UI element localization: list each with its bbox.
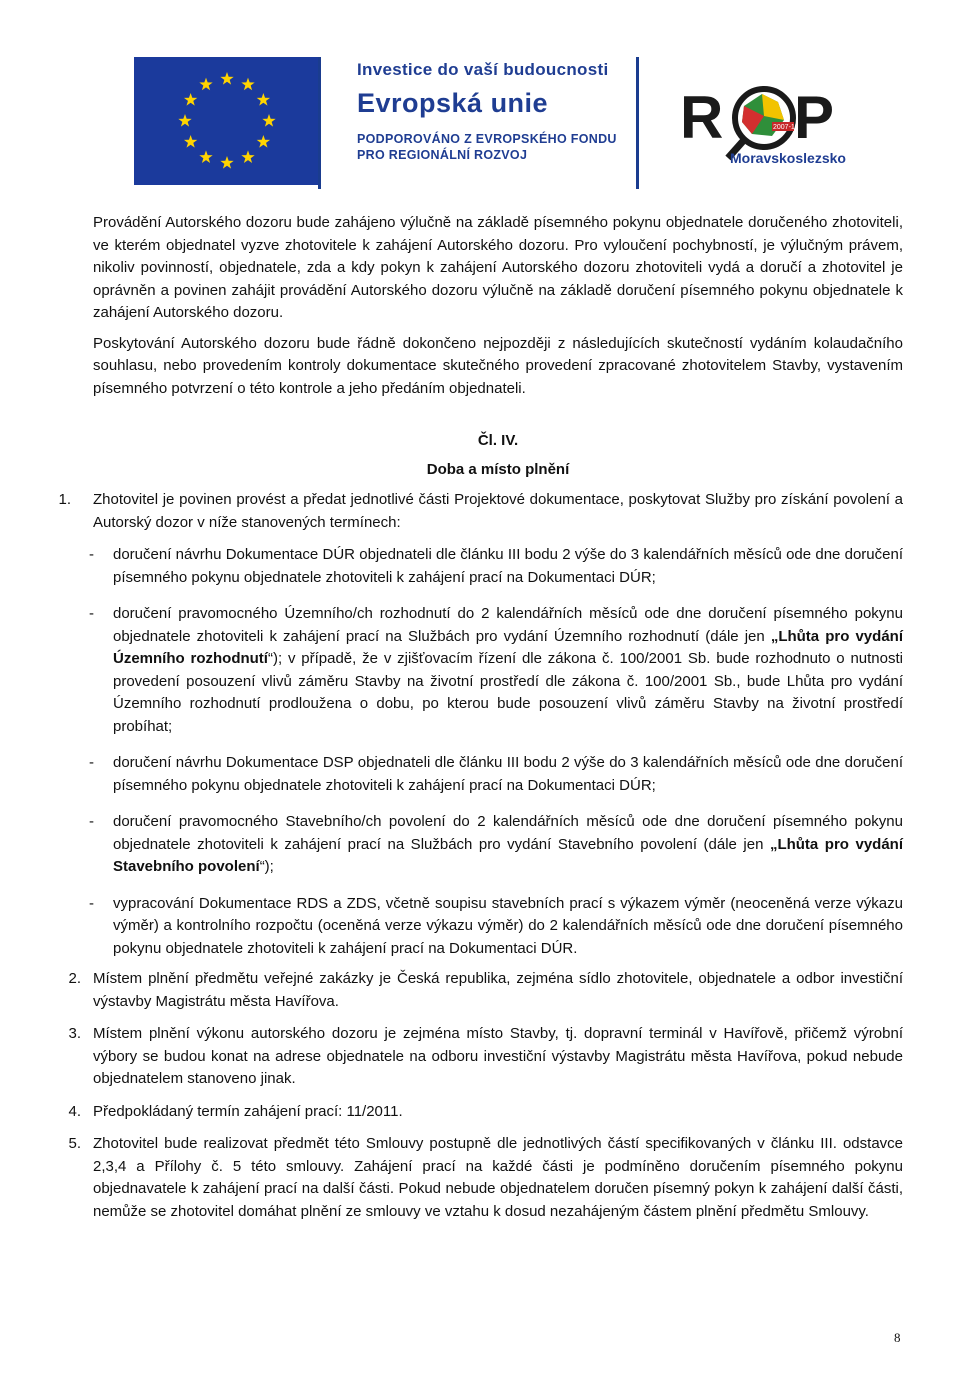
header-divider — [318, 57, 321, 189]
defined-term: „Lhůta pro vydání Stavebního povolení — [113, 835, 904, 875]
deadline-text: vypracování Dokumentace RDS a ZDS, včetně soupisu stavebních prací s výkazem výměr (neoceněná verze výkazu výměr) a kontrolního rozpočtu (oceněná verze výkazu výměr) do 2 kalendářních měsíců ode dne doručení písemného pokynu objednatele zhotoviteli k zahájení prací na Dokumentaci DÚR. — [113, 894, 903, 957]
list-number: 1. — [58, 491, 71, 508]
list-item — [58, 489, 904, 960]
paragraph-dozor-end: Poskytování Autorského dozoru bude řádně dokončeno nejpozději z následujících skutečností vydáním kolaudačního souhlasu, nebo provedením kontroly dokumentace skutečného provedení zpracované zhotovitelem Stavby, vystavením písemného potvrzení o této kontrole a jeho předáním objednateli. — [93, 334, 903, 397]
deadline-text-part: “); — [259, 858, 274, 875]
list-item — [68, 968, 903, 1013]
deadline-item — [89, 893, 903, 961]
deadline-text: doručení návrhu Dokumentace DÚR objednateli dle článku III bodu 2 výše do 3 kalendářních měsíců ode dne doručení písemného pokynu objednatele zhotoviteli k zahájení prací na Dokumentaci DÚR; — [113, 546, 903, 586]
rop-year: 2007-13 — [773, 124, 799, 131]
dash-bullet: - — [89, 754, 94, 771]
article-title: Doba a místo plnění — [426, 460, 570, 478]
list-number: 3. — [68, 1025, 81, 1042]
list-number: 2. — [68, 970, 81, 987]
list-item-text: Zhotovitel bude realizovat předmět této Smlouvy postupně dle jednotlivých částí specifikovaných v článku III. odstavce 2,3,4 a Přílohy č. 5 této smlouvy. Zahájení prací na každé části je podmíněno doručením písemného pokynu objednavatele k zahájení prací na další části. Pokud nebude objednatelem doručen písemný pokyn k zahájení další části, nemůže se zhotovitel domáhat plnění ze smlouvy ve vztahu k dosud nezahájeným částem plnění předmětu Smlouvy. — [93, 1135, 903, 1220]
deadline-text-part: doručení pravomocného Stavebního/ch povolení do 2 kalendářních měsíců ode dne doručení písemného pokynu objednatele zhotoviteli k zahájení prací na Službách pro vydání Stavebního povolení (dále jen — [113, 813, 903, 853]
eu-title: Evropská unie — [357, 88, 549, 118]
rop-logo — [676, 76, 846, 186]
list-item-text: Předpokládaný termín zahájení prací: 11/2011. — [93, 1102, 403, 1120]
page-header — [0, 0, 960, 200]
list-item — [68, 1023, 903, 1091]
list-item-text: Místem plnění předmětu veřejné zakázky je Česká republika, zejména sídlo zhotovitele, objednatele a odbor investiční výstavby Magistrátu města Havířova. — [93, 970, 903, 1010]
article-number: Čl. IV. — [477, 432, 519, 449]
deadline-item — [89, 811, 904, 879]
numbered-list — [58, 489, 904, 1223]
page-number: 8 — [894, 1330, 901, 1345]
dash-bullet: - — [89, 546, 94, 563]
eu-fund-line1: PODPOROVÁNO Z EVROPSKÉHO FONDU — [357, 132, 617, 146]
svg-text:P: P — [794, 84, 835, 151]
deadline-item — [89, 544, 903, 589]
dash-bullet: - — [89, 894, 94, 912]
eu-flag-logo — [134, 57, 321, 185]
svg-text:R: R — [680, 84, 724, 151]
deadline-item — [89, 752, 903, 797]
list-number: 4. — [68, 1102, 81, 1120]
list-item-text: Zhotovitel je povinen provést a předat jednotlivé části Projektové dokumentace, poskytovat Služby pro získání povolení a Autorský dozor v níže stanovených termínech: — [93, 491, 903, 531]
eu-fund-text — [357, 131, 617, 163]
deadline-list — [89, 544, 904, 960]
paragraph-dozor-start: Provádění Autorského dozoru bude zahájeno výlučně na základě písemného pokynu objednatele doručeného zhotoviteli, ve kterém objednatel vyzve zhotovitele k zahájení Autorského dozoru. Pro vyloučení pochybností, je výlučným právem, nikoliv povinností, objednatele, zda a kdy pokyn k zahájení Autorského dozoru zhotoviteli vydá a doručí a zhotovitel je oprávněn a povinen zahájit provádění Autorského dozoru výlučně na základě doručení písemného pokynu objednatele k zahájení Autorského dozoru. — [93, 214, 903, 321]
deadline-item — [89, 603, 903, 738]
deadline-text-part: doručení pravomocného Územního/ch rozhodnutí do 2 kalendářních měsíců ode dne doručení písemného pokynu objednatele zhotoviteli k zahájení prací na Službách pro vydání Územního rozhodnutí (dále jen — [113, 605, 903, 645]
document-body — [58, 212, 904, 1223]
eu-text-block — [357, 60, 617, 163]
deadline-text — [113, 811, 903, 879]
deadline-text-part: “); v případě, že v zjišťovacím řízení dle zákona č. 100/2001 Sb. bude rozhodnuto o nutnosti provedení posouzení vlivů záměru Stavby na životní prostředí dle zákona č. 100/2001 Sb., bude Lhůta pro vydání Územního rozhodnutí prodloužena o dobu, po kterou bude posouzení vlivů záměru Stavby na životní prostředí probíhat; — [113, 650, 903, 735]
rop-region-label: Moravskoslezsko — [730, 150, 846, 166]
list-item-text: Místem plnění výkonu autorského dozoru je zejména místo Stavby, tj. dopravní terminál v Havířově, přičemž výrobní výbory se budou konat na adrese objednatele na odboru investiční výstavby Magistrátu města Havířova, pokud nebude objednatelem stanoveno jinak. — [93, 1025, 903, 1087]
header-divider-right — [636, 57, 639, 189]
deadline-text — [113, 603, 903, 738]
eu-slogan: Investice do vaší budoucnosti — [357, 60, 609, 79]
list-number: 5. — [68, 1135, 81, 1152]
deadline-text: doručení návrhu Dokumentace DSP objednateli dle článku III bodu 2 výše do 3 kalendářních měsíců ode dne doručení písemného pokynu objednatele zhotoviteli k zahájení prací na Dokumentaci DÚR; — [113, 754, 903, 794]
eu-fund-line2: PRO REGIONÁLNÍ ROZVOJ — [357, 148, 528, 162]
defined-term: „Lhůta pro vydání Územního rozhodnutí — [113, 627, 903, 667]
list-item — [68, 1101, 903, 1124]
dash-bullet: - — [89, 813, 94, 830]
dash-bullet: - — [89, 605, 94, 622]
list-item — [68, 1133, 903, 1223]
